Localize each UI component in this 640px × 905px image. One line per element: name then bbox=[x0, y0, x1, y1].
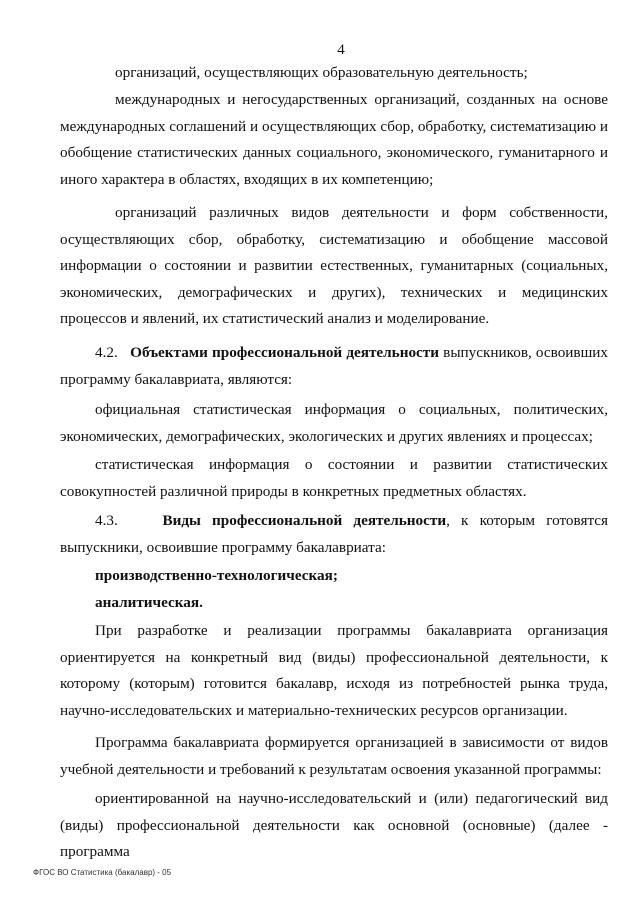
section-number-4-2: 4.2. bbox=[95, 344, 118, 361]
paragraph-4-2 bbox=[60, 340, 608, 393]
paragraph-official-info: официальная статистическая информация о социальных, политических, экономических, демографических, экологических и других явлениях и процессах; bbox=[60, 401, 608, 445]
paragraph-various-orgs: организаций различных видов деятельности и форм собственности, осуществляющих сбор, обработку, систематизацию и обобщение массовой информации о состоянии и развитии естественных, гуманитарных (социальных, экономических, демографических и других), технических и медицинских процессов и явлений, их статистический анализ и моделирование. bbox=[60, 204, 608, 327]
page-number: 4 bbox=[337, 42, 345, 58]
paragraph-international-orgs: международных и негосударственных организаций, созданных на основе международных соглашений и осуществляющих сбор, обработку, систематизацию и обобщение статистических данных социального, экономического, гуманитарного и иного характера в областях, входящих в их компетенцию; bbox=[60, 91, 608, 188]
paragraph-statistical-info: статистическая информация о состоянии и развитии статистических совокупностей различной природы в конкретных предметных областях. bbox=[60, 456, 608, 500]
activity-analytical: аналитическая. bbox=[95, 594, 203, 611]
page-footer: ФГОС ВО Статистика (бакалавр) - 05 bbox=[33, 868, 172, 877]
paragraph-program-formation: Программа бакалавриата формируется организацией в зависимости от видов учебной деятельности и требований к результатам освоения указанной программы: bbox=[60, 734, 608, 778]
paragraph-orgs-educational: организаций, осуществляющих образовательную деятельность; bbox=[115, 64, 528, 81]
types-heading: Виды профессиональной деятельности bbox=[162, 512, 447, 529]
paragraph-4-3-text: , к которым готовятся выпускники, освоившие программу бакалавриата: bbox=[60, 512, 608, 556]
paragraph-program-development: При разработке и реализации программы бакалавриата организация ориентируется на конкретный вид (виды) профессиональной деятельности, к которому (которым) готовится бакалавр, исходя из потребностей рынка труда, научно-исследовательских и материально-технических ресурсов организации. bbox=[60, 622, 608, 719]
activity-production: производственно-технологическая; bbox=[95, 567, 338, 584]
objects-heading: Объектами профессиональной деятельности bbox=[130, 344, 440, 361]
paragraph-4-2-text: выпускников, освоивших программу бакалавриата, являются: bbox=[60, 344, 609, 388]
paragraph-4-3 bbox=[60, 508, 608, 561]
paragraph-research-oriented: ориентированной на научно-исследовательский и (или) педагогический вид (виды) профессиональной деятельности как основной (основные) (далее - программа bbox=[60, 790, 608, 860]
section-number-4-3: 4.3. bbox=[95, 512, 118, 529]
